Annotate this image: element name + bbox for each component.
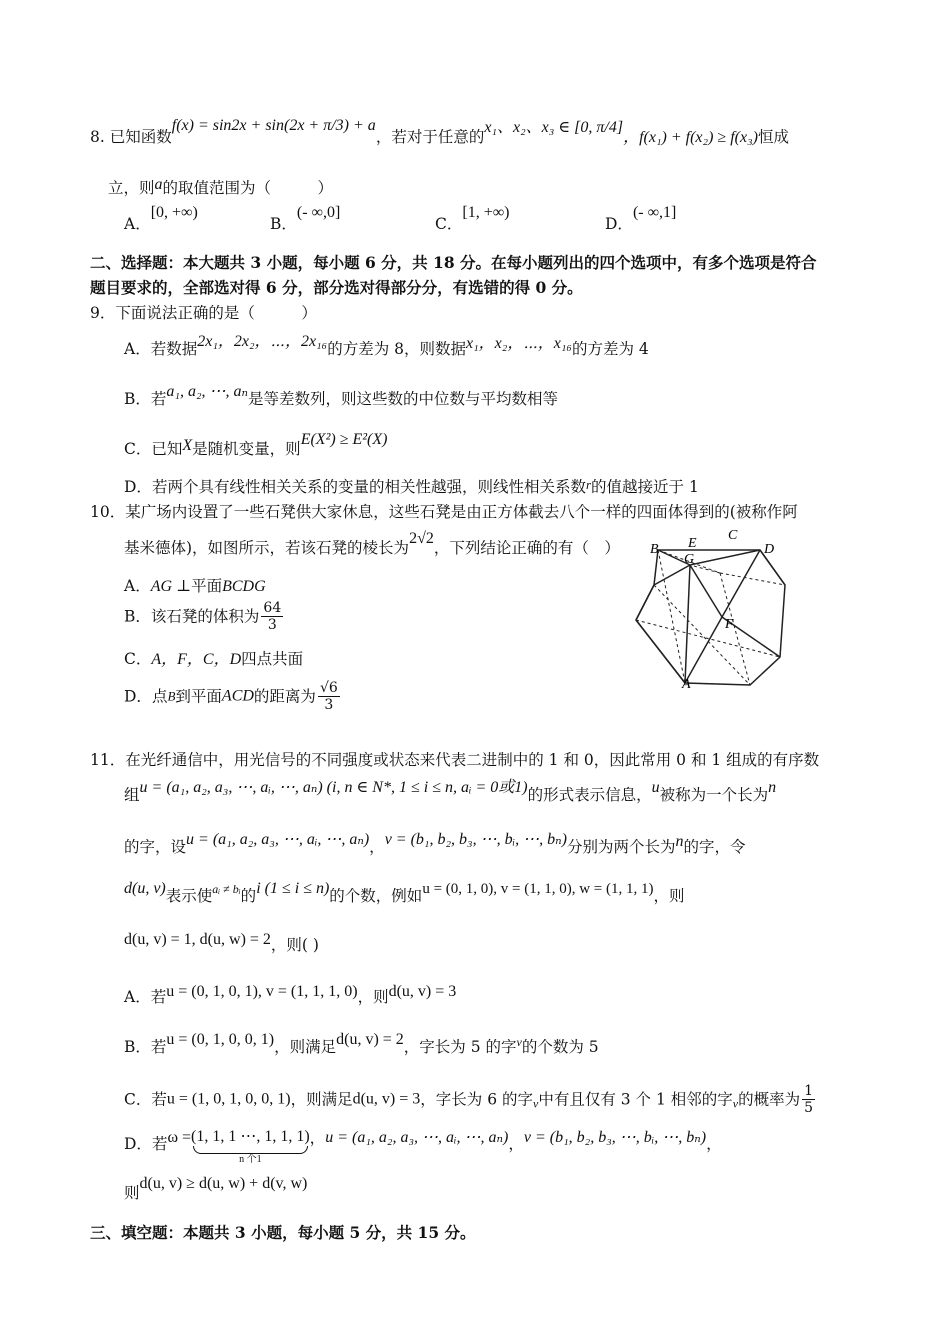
figure-label-f: F bbox=[725, 617, 734, 632]
q10-option-d: D．点B到平面ACD的距离为 $\frac{√6}{3}$ bbox=[124, 680, 338, 713]
q11-option-a: A．若u = (0, 1, 0, 1), v = (1, 1, 1, 0)，则d(u, v) = 3 bbox=[124, 983, 457, 1006]
q9-option-a: A．若数据2x₁，2x₂，⋯，2x₁₆的方差为 8，则数据x₁，x₂，⋯，x₁₆的方差为 4 bbox=[124, 333, 649, 358]
q8-stem-a: 已知函数 bbox=[109, 128, 172, 146]
figure-top-face bbox=[658, 550, 760, 565]
archimedean-solid-figure bbox=[630, 525, 790, 695]
q11-option-b: B．若u = (0, 1, 0, 0, 1)，则满足d(u, v) = 2，字长为 5 的字$^v$的个数为 5 bbox=[124, 1031, 599, 1056]
figure-outline bbox=[636, 550, 785, 685]
q8-function: f(x) = sin2x + sin(2x + π/3) + a bbox=[171, 117, 376, 134]
q11-stem-line4: d(u, v)表示使$^{aᵢ \ne bᵢ}$的i (1 ≤ i ≤ n)的个数，例如u = (0, 1, 0), v = (1, 1, 0), w = (1, 1, 1)，则 bbox=[124, 880, 685, 905]
q8-option-b: B．(- ∞,0] bbox=[270, 204, 341, 233]
figure-label-a: A bbox=[682, 677, 691, 692]
q9-option-d: D．若两个具有线性相关关系的变量的相关性越强，则线性相关系数r的值越接近于 1 bbox=[124, 477, 699, 496]
q8-vars: x₁、x₂、x₃ ∈ [0, π/4] bbox=[484, 119, 624, 136]
section3-heading: 三、填空题：本题共 3 小题，每小题 5 分，共 15 分。 bbox=[90, 1223, 476, 1242]
q8-option-d: D．(- ∞,1] bbox=[605, 204, 677, 233]
q8-stem-d: 立，则 bbox=[108, 179, 155, 197]
q10-stem-line1: 10．某广场内设置了一些石凳供大家休息，这些石凳是由正方体截去八个一样的四面体得到的(被称作阿 bbox=[90, 503, 798, 521]
q11-stem-line2: 组u = (a₁, a₂, a₃, ⋯, aᵢ, ⋯, aₙ) (i, n ∈ N*, 1 ≤ i ≤ n, aᵢ = 0或1)的形式表示信息，u被称为一个长为n bbox=[124, 779, 777, 804]
q8-number: 8. bbox=[90, 128, 105, 146]
q8-stem-b: ，若对于任意的 bbox=[375, 128, 485, 146]
q11-option-d: D．若ω =(1, 1, 1 ⋯, 1, 1, 1) n 个1 ，u = (a₁, a₂, a₃, ⋯, aᵢ, ⋯, aₙ)，v = (b₁, b₂, b₃, ⋯, bᵢ, ⋯, bₙ)， bbox=[124, 1128, 722, 1165]
figure-label-e: E bbox=[688, 536, 697, 551]
q11-stem-line1: 11．在光纤通信中，用光信号的不同强度或状态来代表二进制中的 1 和 0，因此常用 0 和 1 组成的有序数 bbox=[90, 751, 820, 769]
q11-omega-underbrace: (1, 1, 1 ⋯, 1, 1, 1) n 个1 bbox=[191, 1128, 310, 1165]
q11-stem-line3: 的字，设u = (a₁, a₂, a₃, ⋯, aᵢ, ⋯, aₙ)，v = (b₁, b₂, b₃, ⋯, bᵢ, ⋯, bₙ)分别为两个长为n的字，令 bbox=[124, 831, 746, 856]
q11-stem-line5: d(u, v) = 1, d(u, w) = 2，则( ) bbox=[124, 931, 319, 954]
q9-option-c: C．已知X是随机变量，则E(X²) ≥ E²(X) bbox=[124, 431, 388, 458]
figure-label-g: G bbox=[684, 552, 695, 567]
q9-stem: 9．下面说法正确的是（ ） bbox=[90, 304, 317, 322]
q8-stem-c: 恒成 bbox=[757, 128, 789, 146]
figure-label-d: D bbox=[764, 542, 775, 557]
section2-heading-line2: 题目要求的，全部选对得 6 分，部分选对得部分分，有选错的得 0 分。 bbox=[90, 278, 583, 297]
q11-option-d-conclusion: 则d(u, v) ≥ d(u, w) + d(v, w) bbox=[124, 1175, 308, 1202]
q8-option-a: A．[0, +∞) bbox=[124, 204, 198, 233]
q8-a-var: a bbox=[154, 176, 163, 193]
q11-option-c: C．若u = (1, 0, 1, 0, 0, 1)，则满足d(u, v) = 3，字长为 6 的字$_v$中有且仅有 3 个 1 相邻的字$_v$的概率为 $\frac{1}{5}$ bbox=[124, 1083, 814, 1116]
q10-distance-fraction: $\frac{√6}{3}$ bbox=[319, 680, 338, 713]
figure-label-b: B bbox=[650, 542, 659, 557]
q8-option-c: C．[1, +∞) bbox=[435, 204, 510, 233]
q8-stem-line2 bbox=[108, 177, 333, 200]
q10-volume-fraction: $\frac{64}{3}$ bbox=[263, 600, 282, 633]
figure-label-c: C bbox=[728, 528, 738, 543]
underbrace-mark bbox=[193, 1146, 308, 1154]
q8-stem-line1 bbox=[90, 117, 789, 149]
q8-condition: ，f(x₁) + f(x₂) ≥ f(x₃) bbox=[623, 129, 758, 146]
q10-edge: 2√2 bbox=[409, 530, 434, 547]
q10-option-a: A．AG ⊥平面BCDG bbox=[124, 577, 266, 595]
q10-option-b: B．该石凳的体积为 $\frac{64}{3}$ bbox=[124, 600, 282, 633]
q8-stem-e: 的取值范围为（ ） bbox=[162, 179, 334, 197]
section2-heading-line1: 二、选择题：本大题共 3 小题，每小题 6 分，共 18 分。在每小题列出的四个选项中，有多个选项是符合 bbox=[90, 253, 817, 272]
q9-option-b: B．若a₁, a₂, ⋯, aₙ是等差数列，则这些数的中位数与平均数相等 bbox=[124, 383, 559, 408]
q10-option-c: C．A，F，C，D四点共面 bbox=[124, 650, 304, 668]
q11-probability-fraction: $\frac{1}{5}$ bbox=[804, 1083, 814, 1116]
q10-stem-line2: 基米德体)，如图所示，若该石凳的棱长为2√2，下列结论正确的有（ ） bbox=[124, 530, 620, 557]
